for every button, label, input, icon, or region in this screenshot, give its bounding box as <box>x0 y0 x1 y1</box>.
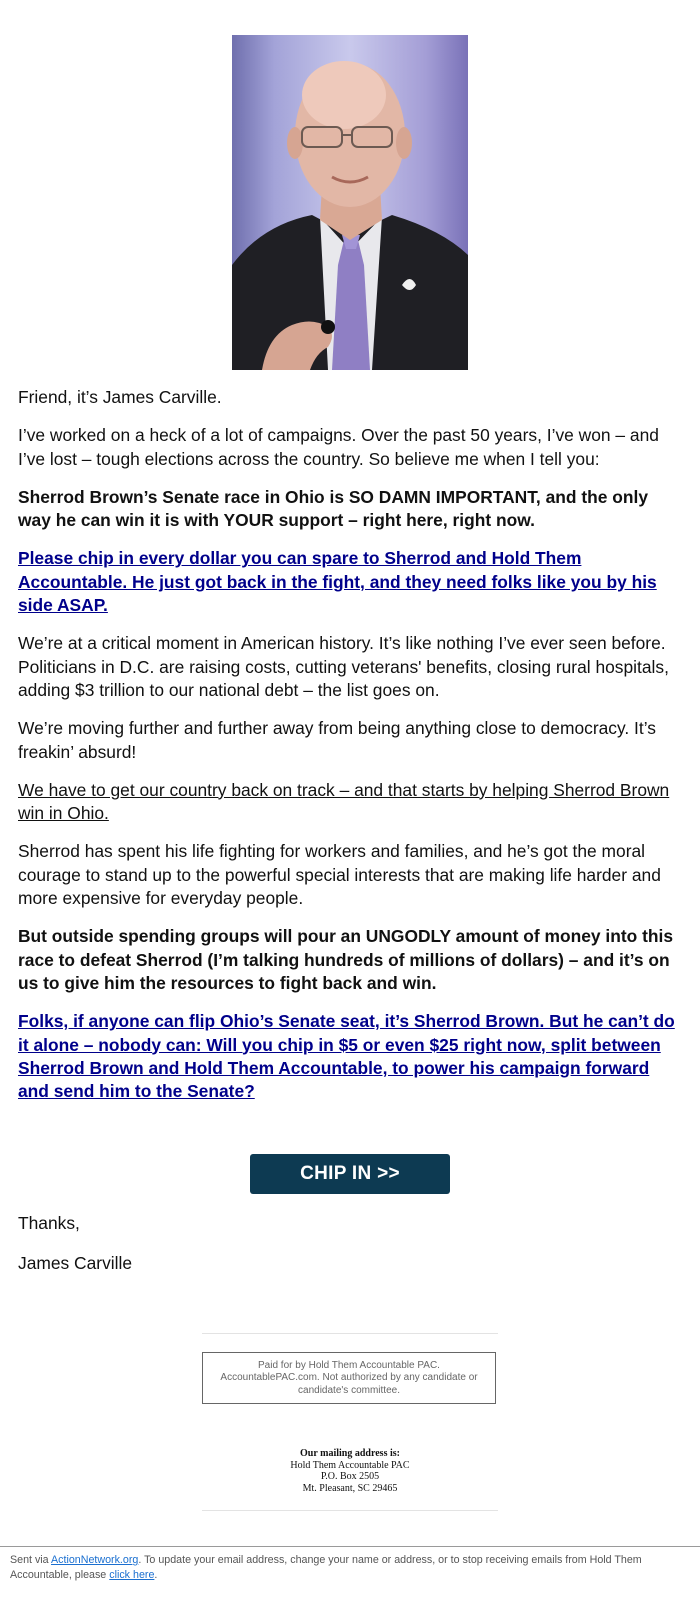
mailing-city: Mt. Pleasant, SC 29465 <box>302 1482 398 1494</box>
mailing-heading: Our mailing address is: <box>300 1448 400 1459</box>
thanks-text: Thanks, <box>18 1213 80 1233</box>
context-paragraph: We’re at a critical moment in American history. It’s like nothing I’ve ever seen before. Politicians in D.C. are raising costs, cutting veterans' benefits, closing rural hospitals, adding $3 trillion to our national debt – the list goes on. <box>18 633 669 700</box>
footer-middle-text: . To update your email address, change your name or address, or to stop receiving emails from Hold Them Accountable, please <box>10 1554 642 1581</box>
message-content <box>18 386 682 1118</box>
button-row <box>0 1154 700 1195</box>
sherrod-paragraph: Sherrod has spent his life fighting for workers and families, and he’s got the moral courage to stand up to the powerful special interests that are making life harder and more expensive for everyday people. <box>18 841 661 909</box>
democracy-paragraph: We’re moving further and further away from being anything close to democracy. It’s freakin’ absurd! <box>18 718 656 762</box>
donate-link-paragraph-2 <box>18 1010 682 1103</box>
emphasis-paragraph: Sherrod Brown’s Senate race in Ohio is SO DAMN IMPORTANT, and the only way he can win it is with YOUR support – right here, right now. <box>18 486 649 531</box>
paid-for-disclaimer: Paid for by Hold Them Accountable PAC. AccountablePAC.com. Not authorized by any candidate or candidate's committee. <box>202 1352 496 1404</box>
portrait-photo <box>232 35 468 370</box>
signoff <box>18 1212 682 1292</box>
spending-paragraph: But outside spending groups will pour an UNGODLY amount of money into this race to defeat Sherrod (I’m talking hundreds of millions of dollars) – and it’s on us to give him the resources to fight back and win. <box>18 926 674 993</box>
signature: James Carville <box>18 1253 133 1273</box>
bottom-divider <box>202 1510 498 1511</box>
chip-in-button[interactable]: CHIP IN >> <box>250 1154 450 1194</box>
donate-link-paragraph <box>18 547 682 617</box>
donate-link-secondary[interactable]: Folks, if anyone can flip Ohio’s Senate seat, it’s Sherrod Brown. But he can’t do it alone – nobody can: Will you chip in $5 or even $25 right now, split between Sherrod Brown and Hold Them Accountable, to power his campaign forward and send him to the Senate? <box>18 1011 675 1102</box>
click-here-link[interactable]: click here <box>109 1568 155 1581</box>
top-divider <box>202 1333 498 1334</box>
footer <box>10 1553 690 1582</box>
header-photo-area <box>0 0 700 339</box>
intro-paragraph: I’ve worked on a heck of a lot of campaigns. Over the past 50 years, I’ve won – and I’ve lost – tough elections across the country. So believe me when I tell you: <box>18 425 659 469</box>
footer-end: . <box>154 1568 158 1581</box>
footer-rule <box>0 1546 700 1547</box>
mailing-address <box>202 1448 498 1494</box>
track-link[interactable]: We have to get our country back on track – and that starts by helping Sherrod Brown win in Ohio. <box>18 779 670 824</box>
track-paragraph <box>18 779 682 826</box>
greeting: Friend, it’s James Carville. <box>18 387 222 407</box>
donate-link-primary[interactable]: Please chip in every dollar you can spare to Sherrod and Hold Them Accountable. He just got back in the fight, and they need folks like you by his side ASAP. <box>18 548 657 616</box>
actionnetwork-link[interactable]: ActionNetwork.org <box>51 1554 139 1566</box>
footer-sent-via: Sent via <box>10 1554 49 1566</box>
mailing-box: P.O. Box 2505 <box>320 1471 380 1482</box>
mailing-org: Hold Them Accountable PAC <box>290 1459 410 1471</box>
